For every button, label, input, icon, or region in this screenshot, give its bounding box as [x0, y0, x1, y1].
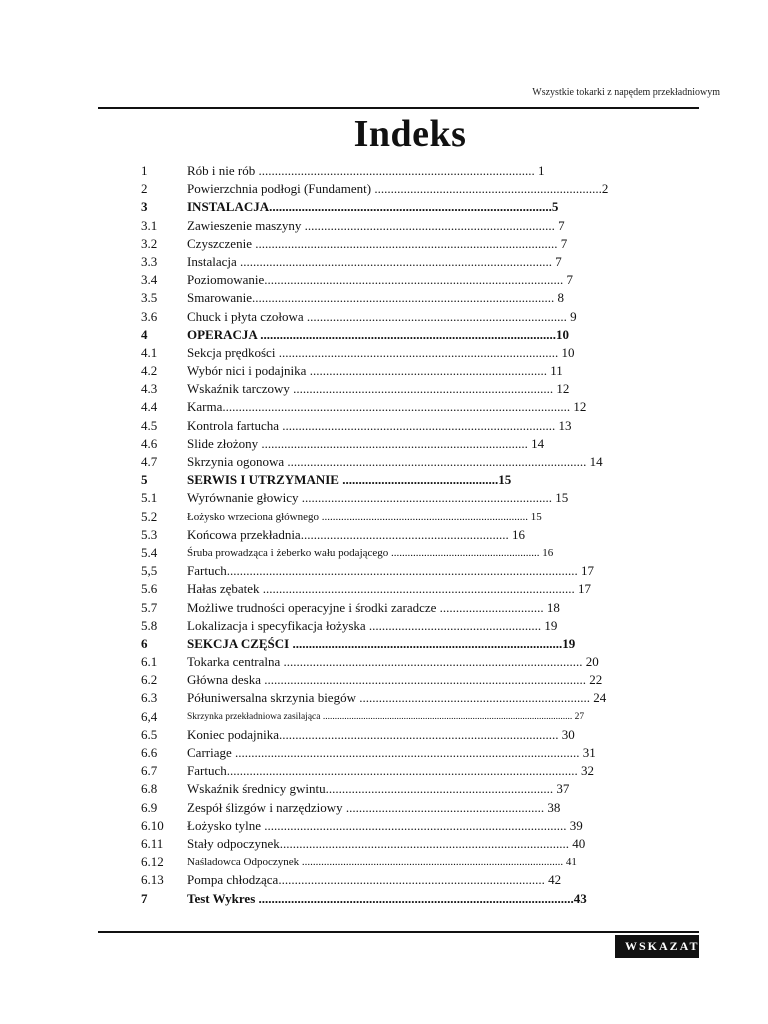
toc-entry-number: 5.2	[141, 508, 158, 524]
table-of-contents	[141, 162, 701, 908]
toc-entry	[141, 289, 701, 307]
toc-entry-text: Naśladowca Odpoczynek ............................................................................................... 41	[187, 856, 577, 869]
toc-entry-text: Koniec podajnika...................................................................................... 30	[187, 726, 575, 742]
toc-entry	[141, 780, 701, 798]
header-rule	[98, 107, 699, 109]
toc-entry-text: Zespół ślizgów i narzędziowy ............................................................. 38	[187, 799, 561, 815]
toc-entry	[141, 308, 701, 326]
toc-entry	[141, 453, 701, 471]
toc-entry-number: 5.8	[141, 617, 158, 633]
page-title: Indeks	[353, 113, 467, 155]
toc-entry-text: Półuniwersalna skrzynia biegów ....................................................................... 24	[187, 690, 607, 706]
toc-entry-number: 7	[141, 890, 148, 906]
toc-entry-text: Wybór nici i podajnika ......................................................................... 11	[187, 363, 563, 379]
toc-entry	[141, 817, 701, 835]
toc-entry	[141, 271, 701, 289]
toc-entry-text: Czyszczenie ............................................................................................. 7	[187, 235, 568, 251]
toc-entry-text: SERWIS I UTRZYMANIE ................................................15	[187, 472, 512, 488]
toc-entry-text: Kontrola fartucha .................................................................................... 13	[187, 417, 572, 433]
toc-entry-number: 4.1	[141, 344, 158, 360]
toc-entry-text: OPERACJA ...........................................................................................10	[187, 326, 570, 342]
toc-entry-text: Karma........................................................................................................... 12	[187, 399, 587, 415]
toc-entry-number: 5.1	[141, 490, 158, 506]
toc-entry-text: Możliwe trudności operacyjne i środki zaradcze ................................ 18	[187, 599, 560, 615]
toc-entry-text: Końcowa przekładnia................................................................ 16	[187, 526, 525, 542]
toc-entry-number: 2	[141, 181, 148, 197]
toc-entry-number: 5	[141, 472, 148, 488]
toc-entry-number: 6.10	[141, 817, 164, 833]
toc-entry-number: 6.2	[141, 672, 158, 688]
toc-entry-text: Sekcja prędkości ...................................................................................... 10	[187, 344, 575, 360]
toc-entry-number: 5.4	[141, 544, 158, 560]
toc-entry-number: 6.8	[141, 781, 158, 797]
toc-entry-text: Stały odpoczynek......................................................................................... 40	[187, 835, 586, 851]
toc-entry-text: Poziomowanie............................................................................................ 7	[187, 272, 574, 288]
toc-entry-text: Test Wykres .................................................................................................43	[187, 890, 587, 906]
toc-entry-number: 1	[141, 163, 148, 178]
toc-entry-number: 4	[141, 326, 148, 342]
toc-entry-number: 4.7	[141, 454, 158, 469]
toc-entry-text: Wyrównanie głowicy ............................................................................. 15	[187, 490, 569, 506]
toc-entry-text: Zawieszenie maszyny ............................................................................. 7	[187, 217, 565, 233]
toc-entry-text: SEKCJA CZĘŚCI ...................................................................................19	[187, 635, 576, 651]
toc-entry	[141, 398, 701, 416]
toc-entry	[141, 526, 701, 544]
toc-entry-number: 6.7	[141, 763, 158, 779]
toc-entry-number: 3.4	[141, 272, 158, 288]
toc-entry	[141, 635, 701, 653]
toc-entry	[141, 471, 701, 489]
footer-rule	[98, 931, 699, 933]
running-header: Wszystkie tokarki z napędem przekładniowym	[532, 87, 720, 98]
toc-entry-number: 6.1	[141, 654, 158, 670]
toc-entry-number: 6.5	[141, 726, 158, 742]
toc-entry-number: 3	[141, 199, 148, 215]
toc-entry	[141, 653, 701, 671]
toc-entry	[141, 617, 701, 635]
toc-entry-text: Łożysko wrzeciona głównego ........................................................................... 15	[187, 510, 542, 523]
toc-entry-text: Chuck i płyta czołowa ................................................................................ 9	[187, 308, 577, 324]
toc-entry-text: Tokarka centralna ............................................................................................ 20	[187, 654, 599, 670]
toc-entry-number: 3.2	[141, 235, 158, 251]
toc-entry	[141, 180, 701, 198]
toc-entry-text: Skrzynia ogonowa ............................................................................................ 14	[187, 454, 603, 469]
toc-entry-text: Główna deska ................................................................................................... 22	[187, 672, 603, 688]
toc-entry	[141, 544, 701, 562]
toc-entry	[141, 689, 701, 707]
toc-entry	[141, 835, 701, 853]
toc-entry	[141, 562, 701, 580]
footer-label: WSKAZAT	[615, 935, 699, 958]
toc-entry-number: 4.2	[141, 363, 158, 379]
toc-entry	[141, 726, 701, 744]
toc-entry	[141, 217, 701, 235]
toc-entry-text: Smarowanie............................................................................................. 8	[187, 290, 564, 306]
toc-entry	[141, 871, 701, 889]
toc-entry-number: 6.12	[141, 854, 164, 870]
toc-entry-text: Powierzchnia podłogi (Fundament) ......................................................................2	[187, 181, 609, 197]
toc-entry	[141, 580, 701, 598]
toc-entry-text: Carriage .......................................................................................................... 31	[187, 745, 596, 760]
toc-entry	[141, 417, 701, 435]
toc-entry	[141, 435, 701, 453]
toc-entry	[141, 708, 701, 726]
toc-entry-number: 6.13	[141, 872, 164, 888]
toc-entry-number: 6.6	[141, 745, 158, 760]
toc-entry-text: Skrzynka przekładniowa zasilająca ......................................................................................................... 27	[187, 711, 585, 722]
toc-entry	[141, 489, 701, 507]
toc-entry-number: 5,5	[141, 563, 158, 579]
toc-entry-number: 4.6	[141, 435, 158, 451]
toc-entry-text: Hałas zębatek ................................................................................................ 17	[187, 581, 592, 597]
toc-entry-text: INSTALACJA.......................................................................................5	[187, 199, 559, 215]
toc-entry-number: 5.3	[141, 526, 158, 542]
toc-entry-text: Łożysko tylne ............................................................................................. 39	[187, 817, 583, 833]
toc-entry-number: 3.3	[141, 253, 158, 269]
toc-entry	[141, 253, 701, 271]
toc-entry-text: Rób i nie rób ..................................................................................... 1	[187, 163, 545, 178]
toc-entry	[141, 890, 701, 908]
toc-entry-number: 6,4	[141, 708, 158, 724]
toc-entry	[141, 344, 701, 362]
toc-entry-number: 6.3	[141, 690, 158, 706]
toc-entry-text: Śruba prowadząca i żeberko wału podającego ...................................................... 16	[187, 546, 554, 559]
toc-entry-number: 4.5	[141, 417, 158, 433]
toc-entry-number: 5.7	[141, 599, 158, 615]
toc-entry-number: 5.6	[141, 581, 158, 597]
toc-entry	[141, 671, 701, 689]
toc-entry	[141, 599, 701, 617]
toc-entry-text: Lokalizacja i specyfikacja łożyska ..................................................... 19	[187, 617, 558, 633]
toc-entry-number: 6.11	[141, 835, 164, 851]
toc-entry	[141, 799, 701, 817]
toc-entry-number: 6.9	[141, 799, 158, 815]
toc-entry-text: Pompa chłodząca.................................................................................. 42	[187, 872, 562, 888]
toc-entry-number: 3.6	[141, 308, 158, 324]
toc-entry-text: Slide złożony .................................................................................. 14	[187, 435, 545, 451]
toc-entry	[141, 162, 701, 180]
toc-entry-number: 4.4	[141, 399, 158, 415]
toc-entry-text: Fartuch............................................................................................................ 17	[187, 563, 594, 579]
toc-entry	[141, 744, 701, 762]
toc-entry-number: 6	[141, 635, 148, 651]
toc-entry	[141, 326, 701, 344]
toc-entry-number: 3.5	[141, 290, 158, 306]
toc-entry	[141, 762, 701, 780]
toc-entry	[141, 853, 701, 871]
toc-entry	[141, 362, 701, 380]
toc-entry	[141, 508, 701, 526]
toc-entry-number: 3.1	[141, 217, 158, 233]
toc-entry-text: Wskaźnik tarczowy ................................................................................ 12	[187, 381, 570, 397]
toc-entry	[141, 235, 701, 253]
toc-entry-text: Fartuch............................................................................................................ 32	[187, 763, 594, 779]
toc-entry-text: Wskaźnik średnicy gwintu...................................................................... 37	[187, 781, 570, 797]
toc-entry-text: Instalacja ................................................................................................ 7	[187, 253, 562, 269]
toc-entry-number: 4.3	[141, 381, 158, 397]
toc-entry	[141, 380, 701, 398]
toc-entry	[141, 198, 701, 216]
